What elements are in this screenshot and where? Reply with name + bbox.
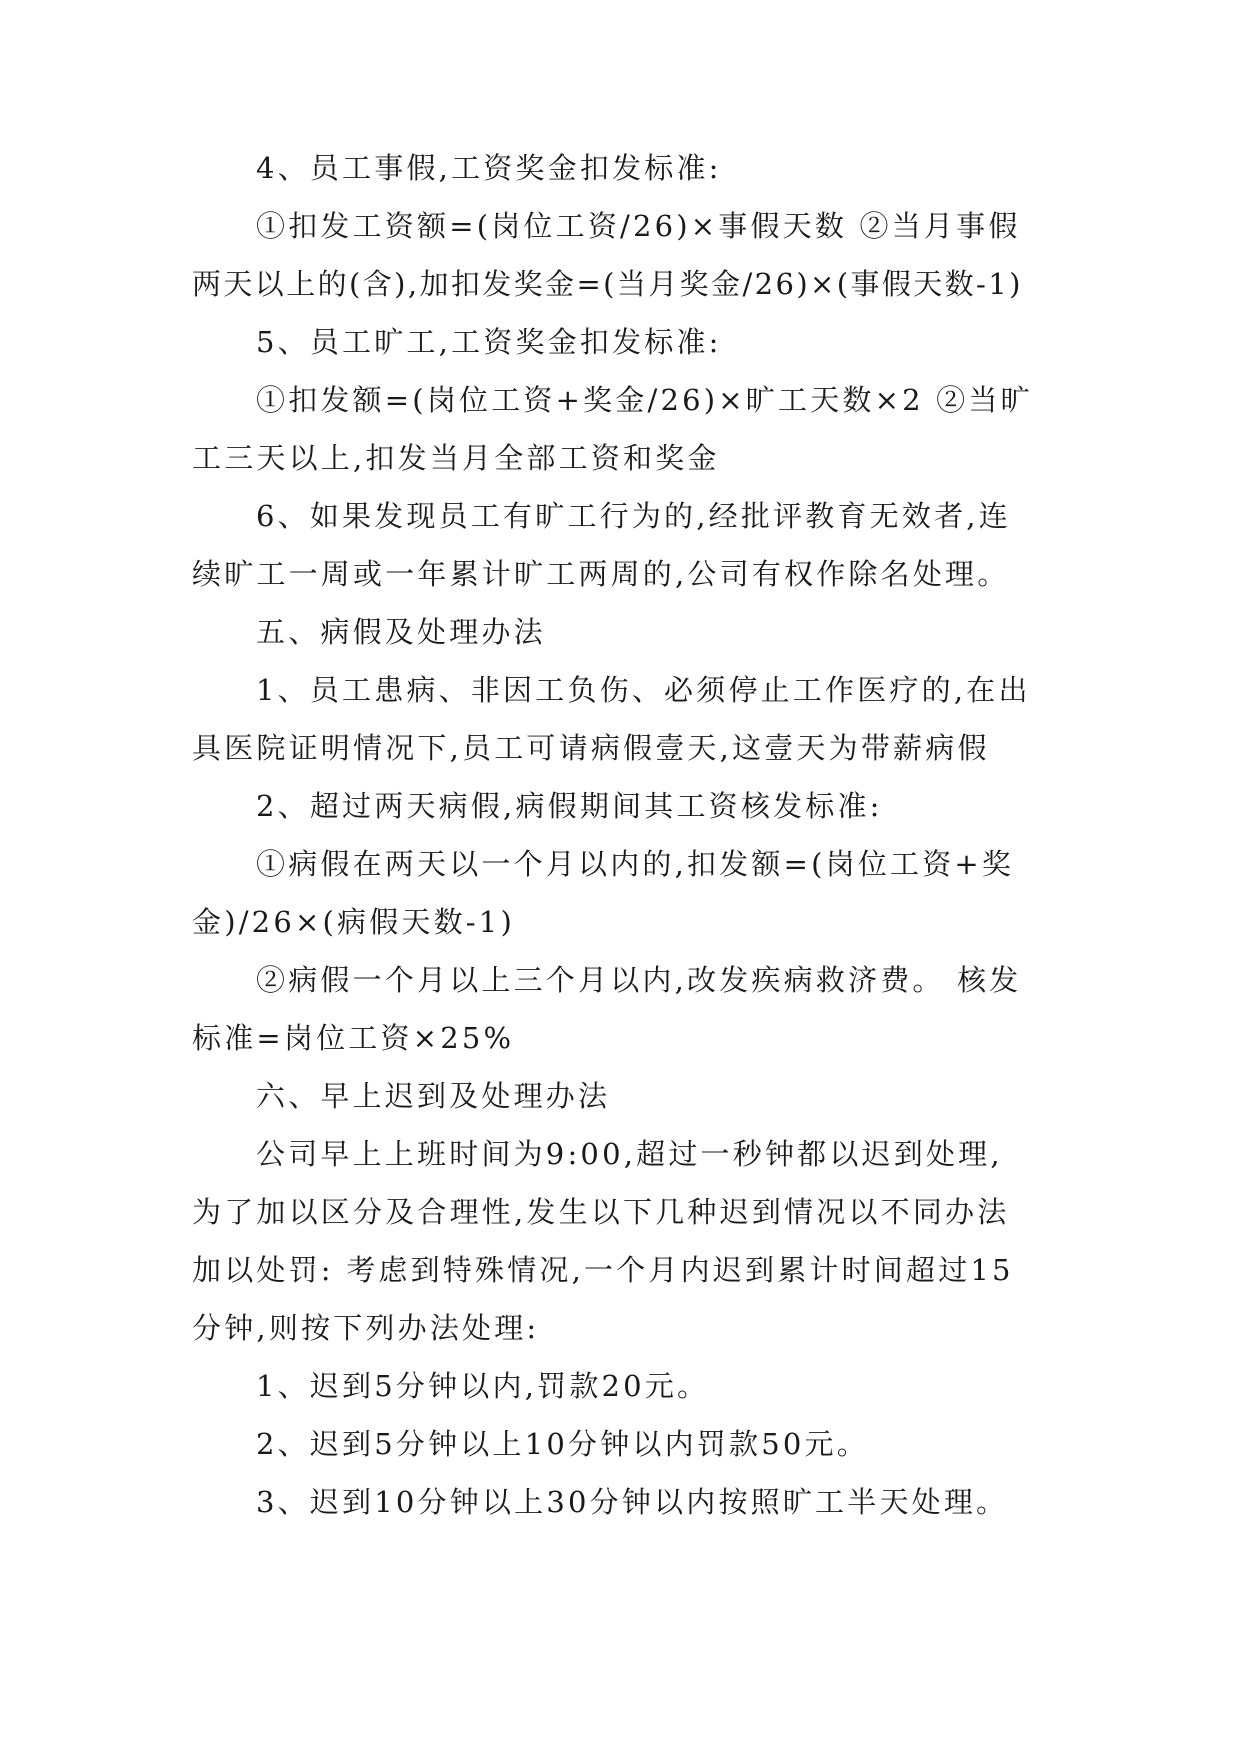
text-line: 工三天以上,扣发当月全部工资和奖金	[192, 441, 720, 475]
text-line: 分钟,则按下列办法处理:	[192, 1311, 540, 1345]
text-line: 1、迟到5分钟以内,罚款20元。	[256, 1369, 710, 1403]
section-heading: 六、早上迟到及处理办法	[256, 1079, 611, 1113]
text-line: 加以处罚: 考虑到特殊情况,一个月内迟到累计时间超过15	[192, 1253, 1014, 1287]
text-line: 2、超过两天病假,病假期间其工资核发标准:	[256, 789, 883, 823]
text-line: 4、员工事假,工资奖金扣发标准:	[256, 151, 722, 185]
text-line: ②病假一个月以上三个月以内,改发疾病救济费。 核发	[256, 963, 1022, 997]
text-line: 3、迟到10分钟以上30分钟以内按照旷工半天处理。	[256, 1485, 1009, 1519]
text-line: 6、如果发现员工有旷工行为的,经批评教育无效者,连	[256, 499, 1011, 533]
text-line: 5、员工旷工,工资奖金扣发标准:	[256, 325, 722, 359]
text-line: 1、员工患病、非因工负伤、必须停止工作医疗的,在出	[256, 673, 1031, 707]
text-line: ①扣发额=(岗位工资+奖金/26)×旷工天数×2 ②当旷	[256, 383, 1033, 417]
text-line: 标准=岗位工资×25%	[192, 1021, 515, 1055]
text-line: 具医院证明情况下,员工可请病假壹天,这壹天为带薪病假	[192, 731, 990, 765]
text-line: 2、迟到5分钟以上10分钟以内罚款50元。	[256, 1427, 869, 1461]
text-line: ①扣发工资额=(岗位工资/26)×事假天数 ②当月事假	[256, 209, 1021, 243]
section-heading: 五、病假及处理办法	[256, 615, 546, 649]
text-line: 为了加以区分及合理性,发生以下几种迟到情况以不同办法	[192, 1195, 1010, 1229]
text-line: 续旷工一周或一年累计旷工两周的,公司有权作除名处理。	[192, 557, 1010, 591]
text-line: 金)/26×(病假天数-1)	[192, 905, 515, 939]
text-line: 两天以上的(含),加扣发奖金=(当月奖金/26)×(事假天数-1)	[192, 267, 1023, 301]
text-line: 公司早上上班时间为9:00,超过一秒钟都以迟到处理,	[256, 1137, 1003, 1171]
text-line: ①病假在两天以一个月以内的,扣发额=(岗位工资+奖	[256, 847, 1015, 881]
